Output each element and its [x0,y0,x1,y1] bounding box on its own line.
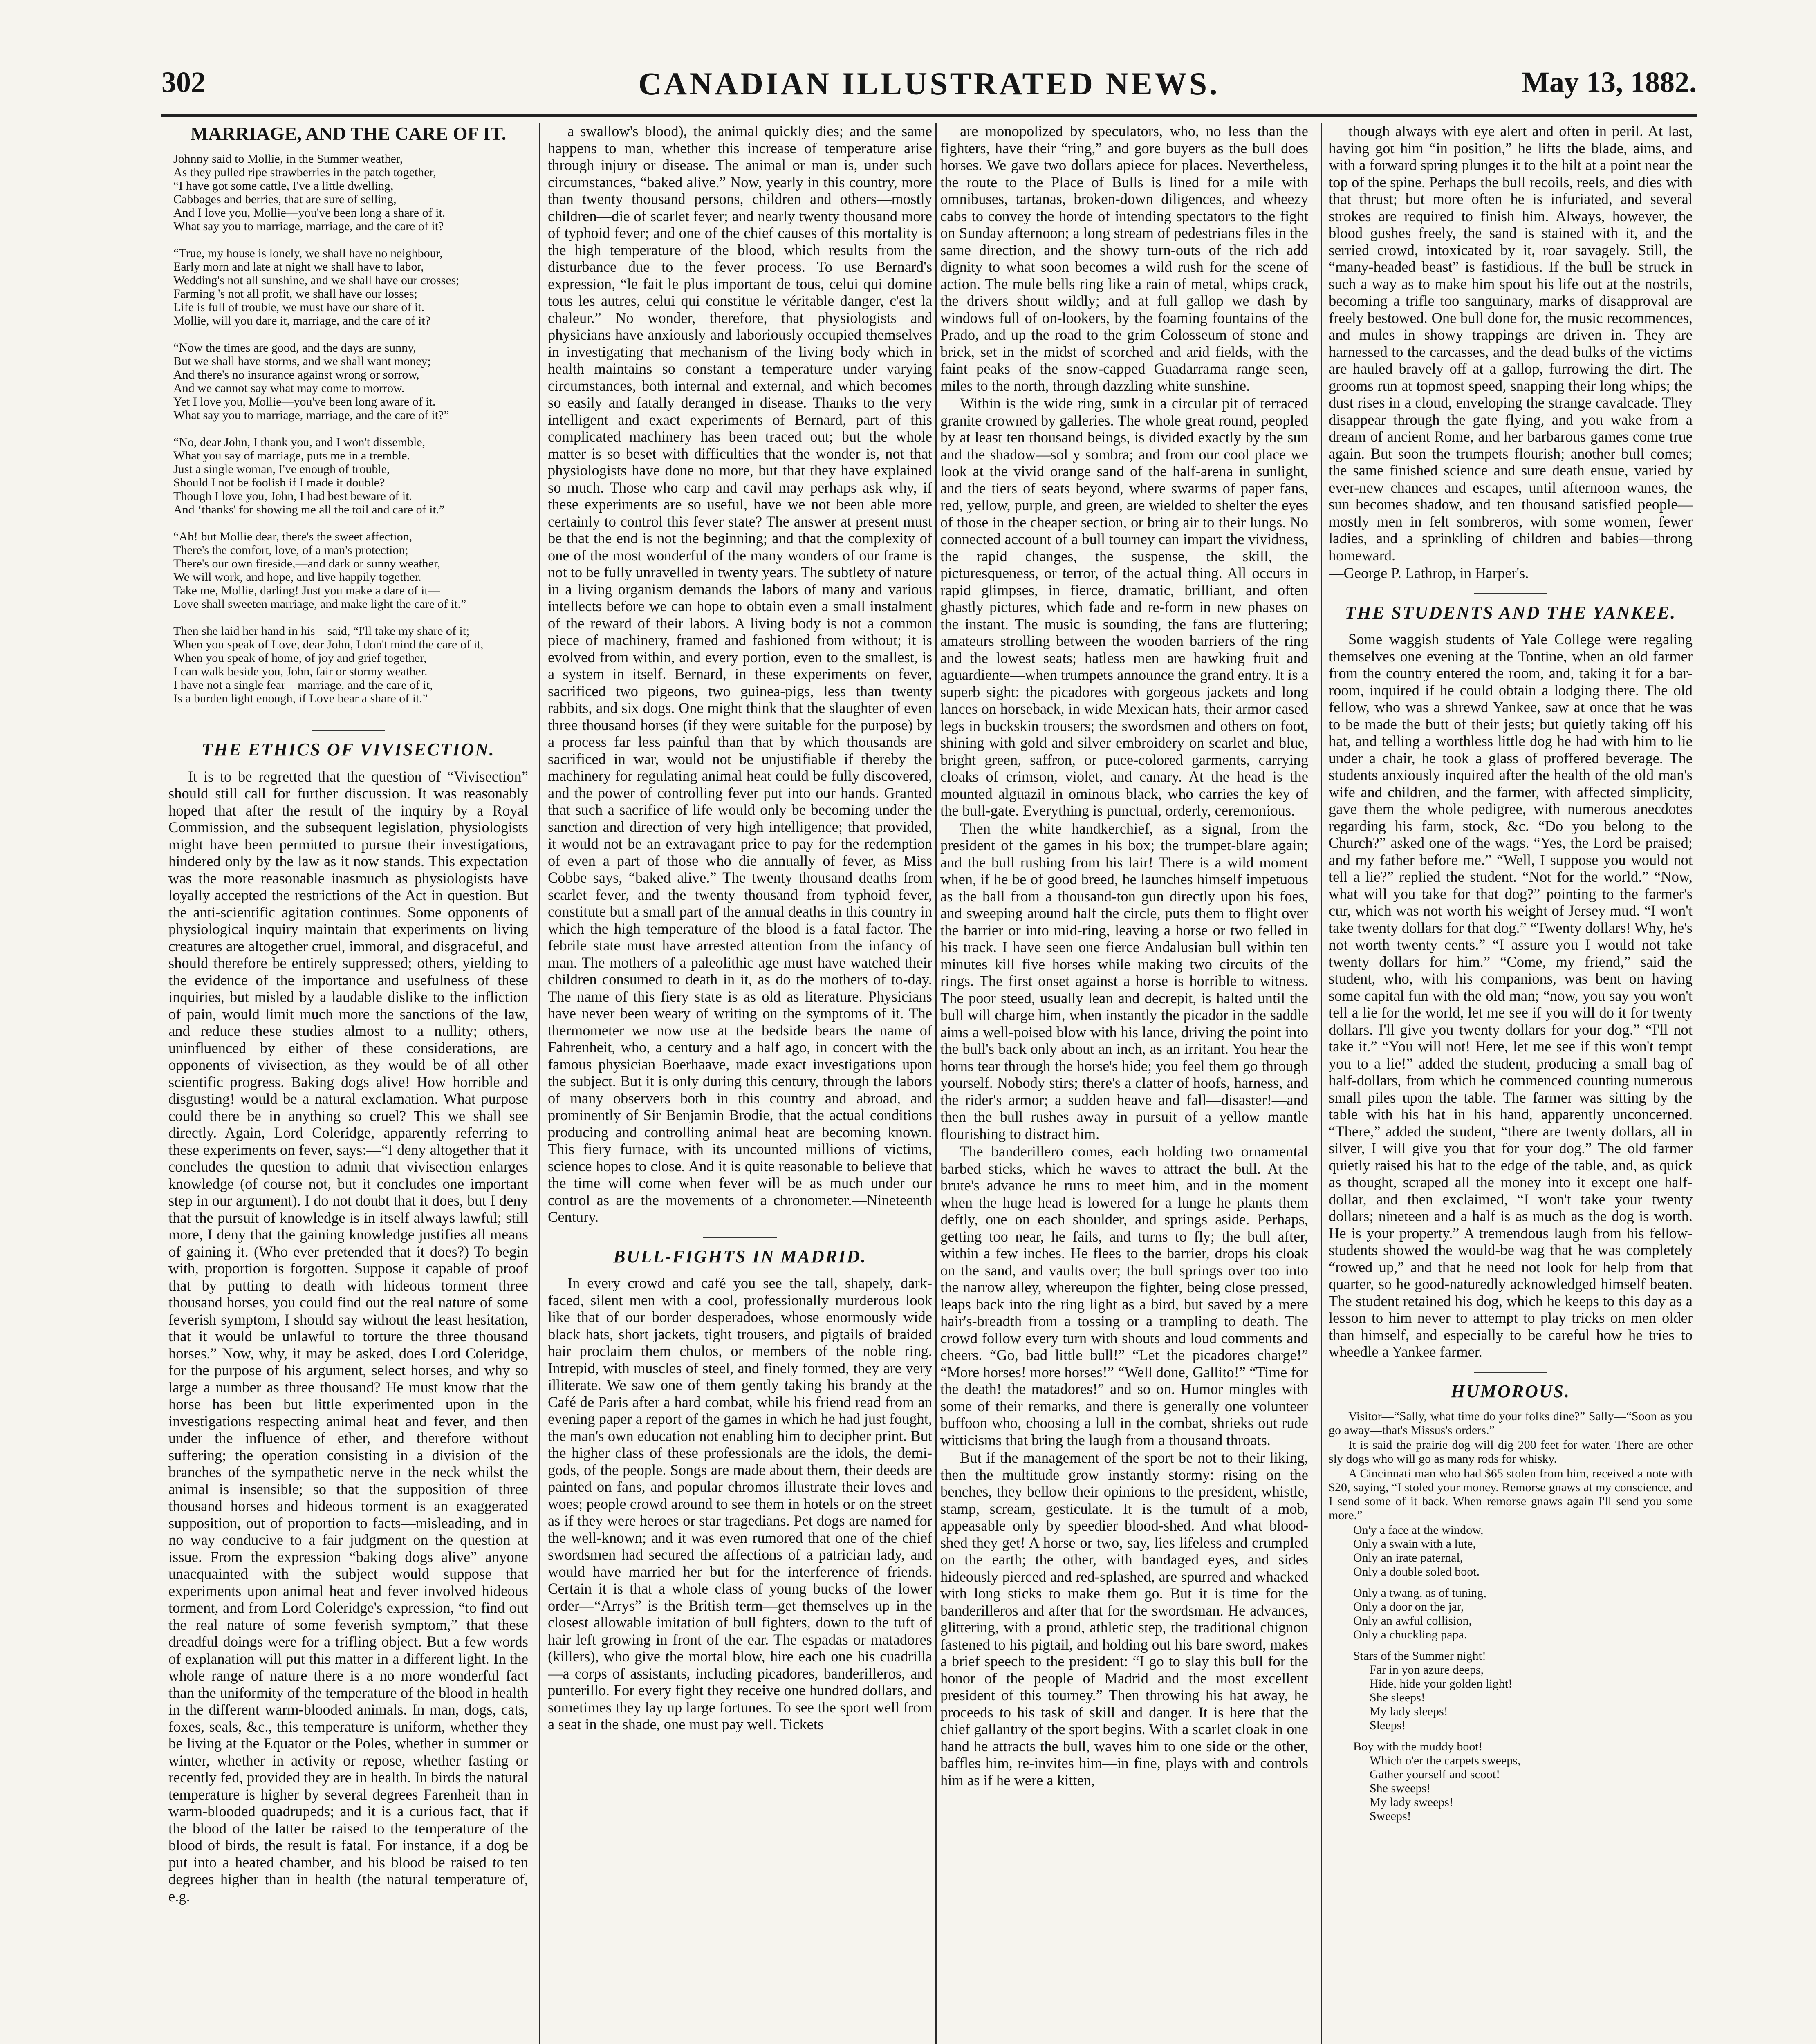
section-divider [1474,1372,1547,1373]
article-body-bullfights [548,1275,932,1733]
verse-stanza [1353,1586,1693,1642]
poem-line: Cabbages and berries, that are sure of selling, [173,193,397,206]
article-title-students: THE STUDENTS AND THE YANKEE. [1345,602,1677,623]
column-4 [1329,123,1693,2044]
humorous-verse [1329,1523,1693,1823]
issue-date: May 13, 1882. [1522,66,1697,99]
verse-stanza [1353,1649,1693,1732]
paragraph: The banderillero comes, each holding two ornamental barbed sticks, which he waves to attract the bull. At the brute's advance he runs to meet him, and in the moment when the huge head is lowered for a lunge he plants them deftly, one on each shoulder, and springs aside. Perhaps, getting too near, he fails, and turns to fly; the bull after, within a few inches. He flees to the barrier, drops his cloak on the sand, and vaults over; the bull springs over too into the narrow alley, whereupon the fighter, being close pressed, leaps back into the ring light as a bird, but saved by a mere hair's-breadth from a tossing or a trampling to death. The crowd follow every turn with shouts and loud comments and cheers. “Go, bad little bull!” “Let the picadores charge!” “More horses! more horses!” “Well done, Gallito!” “Time for the death! the matadores!” and so on. Humor mingles with some of their remarks, and there is generally one volunteer buffoon who, choosing a lull in the combat, shrieks out rude witticisms that bring the laugh from a thousand throats. [940,1143,1308,1448]
paragraph: But if the management of the sport be not to their liking, then the multitude grow instantly stormy: rising on the benches, they bellow their opinions to the president, whistle, stamp, scream, gesticulate. It is the tumult of a mob, appeasable only by speedier blood-shed. And what blood-shed they get! A horse or two, say, lies lifeless and crumpled on the earth; the other, with bandaged eyes, and sides hideously pierced and red-splashed, are spurred and whacked with long sticks to make them go. But it is time for the banderilleros and after that for the swordsman. He advances, glittering, with a proud, athletic step, the traditional chignon fastened to his pigtail, and holding out his bare sword, makes a brief speech to the president: “I go to slay this bull for the honor of the people of Madrid and the most excellent president of this tourney.” Then throwing his hat away, he proceeds to his task of skill and danger. It is here that the chief gallantry of the sport begins. With a scarlet cloak in one hand he attracts the bull, waves him to one side or the other, baffles him, re-invites him—in fine, plays with and controls him as if he were a kitten, [940,1449,1308,1788]
poem-line: Is a burden light enough, if Love bear a share of it.” [173,692,428,705]
paragraph: Then the white handkerchief, as a signal, from the president of the games in his box; the trumpet-blare again; and the bull rushing from his lair! There is a wild moment when, if he be of good breed, he launches himself impetuous as the ball from a thousand-ton gun directly upon his foes, and sweeping around half the circle, puts them to flight over the barrier or into mid-ring, leaving a horse or two felled in his track. I have seen one fierce Andalusian bull within ten minutes kill five horses while making two circuits of the rings. The first onset against a horse is horrible to witness. The poor steed, usually lean and decrepit, is halted until the bull will charge him, when instantly the picador in the saddle aims a well-poised blow with his lance, driving the point into the bull's back only about an inch, as an irritant. You hear the horns tear through the horse's hide; you feel them go through yourself. Nobody stirs; there's a clatter of hoofs, harness, and the rider's armor; a sudden heave and fall—disaster!—and then the bull rushes away in pursuit of a yellow mantle flourishing to distract him. [940,820,1308,1142]
verse-line: Only an awful collision, [1353,1614,1472,1627]
article-body-bullfights-end [1329,123,1693,564]
stanza-break [168,233,528,247]
verse-line: Far in yon azure deeps, [1370,1663,1484,1676]
verse-line: She sweeps! [1370,1782,1431,1795]
verse-line: Which o'er the carpets sweeps, [1370,1754,1521,1767]
verse-line: My lady sweeps! [1370,1795,1453,1809]
article-body-students [1329,631,1693,1360]
poem-line: Johnny said to Mollie, in the Summer weather, [173,152,403,166]
poem-line: I have not a single fear—marriage, and the care of it, [173,678,433,692]
poem-line: Wedding's not all sunshine, and we shall have our crosses; [173,273,460,287]
paragraph: though always with eye alert and often in peril. At last, having got him “in position,” he lifts the blade, aims, and with a forward spring plunges it to the hilt at a point near the top of the spine. Perhaps the bull recoils, reels, and dies with that thrust; but more often he is infuriated, and several strokes are required to finish him. Always, however, the blood gushes freely, the sand is stained with it, and the serried crowd, intoxicated by it, roar savagely. Still, the “many-headed beast” is fastidious. If the bull be struck in such a way as to make him spout his life out at the nostrils, becoming a trifle too sanguinary, marks of disapproval are freely bestowed. One bull done for, the music recommences, and mules in showy trappings are driven in. They are harnessed to the carcasses, and the dead bulks of the victims are hauled bravely off at a gallop, furrowing the dirt. The grooms run at topmost speed, snapping their long whips; the dust rises in a cloud, enveloping the strange cavalcade. They disappear through the gate flying, and you wake from a dream of ancient Rome, and her barbarous games come true again. But soon the trumpets flourish; another bull comes; the same finished science and sure death ensue, varied by ever-new chances and escapes, until afternoon wanes, the sun becomes shadow, and ten thousand satisfied people—mostly men in felt sombreros, with some women, fewer ladies, and a sprinkling of children and babies—throng homeward. [1329,123,1693,564]
stanza-break [168,611,528,624]
column-3 [940,123,1308,2044]
column-1 [168,123,528,2044]
poem-line: And we cannot say what may come to morrow. [173,381,405,395]
poem-line: Love shall sweeten marriage, and make light the care of it.” [173,597,466,611]
poem-line: There's our own fireside,—and dark or sunny weather, [173,557,441,570]
verse-line: Only a twang, as of tuning, [1353,1586,1486,1600]
poem-line: What you say of marriage, puts me in a tremble. [173,449,410,462]
poem-line: Though I love you, John, I had best beware of it. [173,489,413,503]
poem-line: What say you to marriage, marriage, and the care of it? [173,220,444,233]
poem-line: Should I not be foolish if I made it double? [173,476,385,489]
paragraph: a swallow's blood), the animal quickly dies; and the same happens to man, whether this increase of temperature arise through injury or disease. The animal or man is, under such circumstances, “baked alive.” Now, yearly in this country, more than twenty thousand persons, children and others—mostly children—die of scarlet fever; and nearly twenty thousand more of typhoid fever; and one of the chief causes of this mortality is the high temperature of the blood, which results from the disturbance due to the fever process. To use Bernard's expression, “le fait le plus important de tous, celui qui domine tous les autres, celui qui constitue le véritable danger, c'est la chaleur.” No wonder, therefore, that physiologists and physicians have anxiously and laboriously occupied themselves in investigating that mechanism of the living body which in health maintains so constant a temperature under varying circumstances, both internal and external, and which becomes so easily and fatally deranged in disease. Thanks to the very intelligent and exact experiments of Bernard, part of this complicated machinery has been traced out; but the whole matter is so beset with difficulties that the wonder is, not that physiologists have done no more, but that they have explained so much. Those who carp and cavil may perhaps ask why, if these experiments are so useful, have we not been able more certainly to control this fever state? The answer at present must be that the end is not the beginning; and that the complexity of one of the most wonderful of the many wonders of our frame is not to be fully unravelled in twenty years. The subtlety of nature in a living organism demands the labors of many and various intellects before we can hope to obtain even a small instalment of the reward of their labors. A living body is not a common piece of machinery, framed and fashioned from without; it is evolved from within, and every portion, even to the smallest, is a system in itself. Bernard, in these experiments on fever, sacrificed two pigeons, two guinea-pigs, less than twenty rabbits, and six dogs. One might think that the slaughter of even three thousand horses (if they were suitable for the purpose) by a process far less painful than that by which thousands are sacrificed in war, would not be unjustifiable if thereby the machinery for regulating animal heat could be fully discovered, and the power of controlling fever put into our hands. Granted that such a sacrifice of life would only be becoming under the sanction and direction of very high intelligence; that provided, it would not be an extravagant price to pay for the redemption of even a part of those who die annually of fever, as Miss Cobbe says, “baked alive.” The twenty thousand deaths from scarlet fever, and the twenty thousand from typhoid fever, constitute but a small part of the annual deaths in this country in which the high temperature of the blood is a fatal factor. The febrile state must have arrested attention from the infancy of man. The mothers of a paleolithic age must have watched their children consumed to death in it, as do the mothers of to-day. The name of this fiery state is as old as literature. Physicians have never been weary of writing on the symptoms of it. The thermometer we now use at the bedside bears the name of Fahrenheit, who, a century and a half ago, in concert with the famous physician Boerhaave, made exact investigations upon the subject. But it is only during this century, through the labors of many observers both in this country and abroad, and prominently of Sir Benjamin Brodie, that the actual conditions producing and controlling animal heat are becoming known. This fiery furnace, with its uncounted millions of victims, science hopes to close. And it is quite reasonable to believe that the time will come when fever will be as much under our control as are the movements of a chronometer.—Nineteenth Century. [548,123,932,1225]
poem-line: Farming 's not all profit, we shall have our losses; [173,287,417,300]
verse-line: Only a chuckling papa. [1353,1628,1467,1641]
paragraph: Some waggish students of Yale College were regaling themselves one evening at the Tontine, when an old farmer from the country entered the room, and, taking it for a bar-room, inquired if he could obtain a lodging there. The old fellow, who was a shrewd Yankee, saw at once that he was to be made the butt of their jests; but quietly taking off his hat, and telling a worthless little dog he had with him to lie under a chair, he took a glass of proffered beverage. The students anxiously inquired after the health of the old man's wife and children, and the farmer, with affected simplicity, gave them the whole pedigree, with numerous anecdotes regarding his farm, stock, &c. “Do you belong to the Church?” asked one of the wags. “Yes, the Lord be praised; and my father before me.” “Well, I suppose you would not tell a lie?” replied the student. “Not for the world.” “Now, what will you take for that dog?” pointing to the farmer's cur, which was not worth his weight of Jersey mud. “I won't take twenty dollars for that dog.” “Twenty dollars! Why, he's not worth twenty cents.” “I assure you I would not take twenty dollars for him.” “Come, my friend,” said the student, who, with his companions, was bent on having some capital fun with the old man; “now, you say you won't tell a lie for the world, let me see if you will do it for twenty dollars. I'll give you twenty dollars for your dog.” “I'll not take it.” “You will not! Here, let me see if this won't tempt you to a lie!” added the student, producing a small bag of half-dollars, from which he commenced counting numerous small piles upon the table. The farmer was sitting by the table with his hat in his hand, apparently unconcerned. “There,” added the student, “there are twenty dollars, all in silver, I will give you that for your dog.” The old farmer quietly raised his hat to the edge of the table, and, as quick as thought, scraped all the money into it except one half-dollar, and then exclaimed, “I won't take your twenty dollars; nineteen and a half is as much as the dog is worth. He is your property.” A tremendous laugh from his fellow-students showed the would-be wag that he was completely “rowed up,” and that he need not look for help from that quarter, so he good-naturedly acknowledged himself beaten. The student retained his dog, which he keeps to this day as a lesson to him never to attempt to play tricks on men older than himself, and especially to be careful how he tries to wheedle a Yankee farmer. [1329,631,1693,1360]
verse-line: Only an irate paternal, [1353,1551,1463,1564]
humorous-items [1329,1410,1693,1522]
verse-line: Gather yourself and scoot! [1370,1768,1500,1781]
verse-line: Only a door on the jar, [1353,1600,1464,1614]
verse-line: Only a double soled boot. [1353,1565,1480,1578]
poem-title: MARRIAGE, AND THE CARE OF IT. [190,123,507,144]
article-title-vivisection: THE ETHICS OF VIVISECTION. [202,740,495,760]
stanza-break [168,327,528,341]
poem-line: “I have got some cattle, I've a little dwelling, [173,179,394,193]
poem-line: As they pulled ripe strawberries in the patch together, [173,166,436,179]
page-number: 302 [161,66,206,99]
poem-line: What say you to marriage, marriage, and the care of it?” [173,408,449,422]
article-body-vivisection-continued [548,123,932,1226]
stanza-break [168,422,528,435]
poem-line: “True, my house is lonely, we shall have no neighbour, [173,247,443,260]
poem-line: And ‘thanks' for showing me all the toil and care of it.” [173,503,445,516]
poem-line: I can walk beside you, John, fair or stormy weather. [173,665,428,678]
verse-line: My lady sleeps! [1370,1705,1448,1718]
section-title-humorous: HUMOROUS. [1451,1381,1571,1401]
paragraph: In every crowd and café you see the tall, shapely, dark-faced, silent men with a cool, professionally murderous look like that of our border desperadoes, whose enormously wide black hats, short jackets, tight trousers, and pigtails of braided hair proclaim them chulos, or members of the noble ring. Intrepid, with muscles of steel, and finely formed, they are very illiterate. We saw one of them gently taking his brandy at the Café de Paris after a hard combat, while his friend read from an evening paper a report of the games in which he had just fought, the man's own education not enabling him to decipher print. But the higher class of these professionals are the idols, the demi-gods, of the people. Songs are made about them, their deeds are painted on fans, and popular chromos illustrate their loves and woes; people crowd around to see them in hotels or on the street as if they were heroes or star tragedians. Pet dogs are named for the well-known; and it was even rumored that one of the chief swordsmen had secured the affections of a patrician lady, and would have married her but for the interference of friends. Certain it is that a whole class of young bucks of the lower order—“Arrys” is the British term—get themselves up in the closest allowable imitation of bull fighters, down to the tuft of hair left growing in front of the ear. The espadas or matadores (killers), who give the mortal blow, hire each one his cuadrilla—a corps of assistants, including picadores, banderilleros, and punterillo. For every fight they receive one hundred dollars, and sometimes they lay up large fortunes. To see the sport well from a seat in the shade, one must pay well. Tickets [548,1275,932,1732]
poem-line: When you speak of Love, dear John, I don't mind the care of it, [173,638,484,651]
article-body-bullfights-continued [940,123,1308,1788]
poem-line: And there's no insurance against wrong or sorrow, [173,368,419,381]
verse-stanza [1353,1740,1693,1823]
paragraph: It is to be regretted that the question of “Vivisection” should still call for further discussion. It was reasonably hoped that after the result of the inquiry by a Royal Commission, and the subsequent legislation, physiologists might have been permitted to pursue their investigations, hindered only by the law as it now stands. This expectation was the more reasonable inasmuch as physiologists have loyally accepted the restrictions of the Act in question. But the anti-scientific agitation continues. Some opponents of physiological inquiry maintain that experiments on living creatures are altogether cruel, immoral, and disgraceful, and should therefore be entirely suppressed; others, yielding to the evidence of the importance and usefulness of these inquiries, but misled by a laudable dislike to the infliction of pain, would limit much more the sanctions of the law, and reduce these studies almost to a nullity; others, uninfluenced by either of these considerations, are opponents of vivisection, as they would be of all other scientific progress. Baking dogs alive! How horrible and disgusting! would be a natural exclamation. What purpose could there be in anything so cruel? This we shall see directly. Again, Lord Coleridge, apparently referring to these experiments on fever, says:—“I deny altogether that it concludes the question to admit that vivisection enlarges knowledge (of course not, but it concludes one important step in our argument). I do not doubt that it does, but I deny that the pursuit of knowledge is in itself always lawful; still more, I deny that the gaining knowledge justifies all means of gaining it. (Who ever pretended that it does?) To begin with, proportion is forgotten. Suppose it capable of proof that by putting to death with hideous torment three thousand horses, you could find out the real nature of some feverish symptom, I should say without the least hesitation, that it would be unlawful to torture the three thousand horses.” Now, why, it may be asked, does Lord Coleridge, for the purpose of his argument, select horses, and why so large a number as three thousand? He must know that the horse has been but little experimented upon in the investigations respecting animal heat and fever, and then under the influence of ether, and therefore without suffering; the operation consisting in a division of the branches of the sympathetic nerve in the neck whilst the animal is insensible; so that the supposition of three thousand horses and hideous torment is an exaggerated supposition, out of proportion to facts—misleading, and in no way conducive to a fair judgment on the question at issue. From the expression “baking dogs alive” anyone unacquainted with the subject would suppose that experiments upon animal heat and fever involved hideous torment, and from Lord Coleridge's expression, “to find out the real nature of some feverish symptom,” that these dreadful doings were for a trifling object. But a few words of explanation will put this matter in a different light. In the whole range of nature there is a no more wonderful fact than the uniformity of the temperature of the blood in health in the different warm-blooded animals. In man, dogs, cats, foxes, seals, &c., this temperature is uniform, whether they be living at the Equator or the Poles, whether in summer or winter, whether in activity or repose, whether fasting or recently fed, provided they are in health. In birds the natural temperature is higher by several degrees Farenheit than in warm-blooded quadrupeds; and it is a curious fact, that if the blood of the latter be raised to the temperature of the blood of birds, the result is fatal. For instance, if a dog be put into a heated chamber, and his blood be raised to ten degrees higher than in health (the natural temperature of, e.g. [168,768,528,1905]
poem-line: Take me, Mollie, darling! Just you make a dare of it— [173,584,440,597]
poem-line: “Now the times are good, and the days are sunny, [173,341,416,354]
poem-line: When you speak of home, of joy and grief together, [173,651,427,665]
poem-line: Life is full of trouble, we must have our share of it. [173,300,425,314]
poem-line: Just a single woman, I've enough of trouble, [173,462,390,476]
poem-marriage [168,152,528,719]
verse-line: Stars of the Summer night! [1353,1649,1486,1663]
poem-line: Then she laid her hand in his—said, “I'll take my share of it; [173,624,470,638]
humorous-item: A Cincinnati man who had $65 stolen from him, received a note with $20, saying, “I stoled your money. Remorse gnaws at my conscience, and I send some of it back. When remorse gnaws again I'll send you some more.” [1329,1467,1693,1522]
poem-line: We will work, and hope, and live happily together. [173,570,421,584]
column-divider [935,123,937,2044]
verse-stanza [1353,1523,1693,1579]
section-divider [312,730,385,731]
paragraph: are monopolized by speculators, who, no less than the fighters, have their “ring,” and gore buyers as the bull does horses. We gave two dollars apiece for places. Nevertheless, the route to the Place of Bulls is lined for a mile with omnibuses, tartanas, broken-down diligences, and wheezy cabs to convey the horde of intending spectators to the fight on Sunday afternoon; a long stream of pedestrians files in the same direction, and the showy turn-outs of the rich add dignity to what soon becomes a wild rush for the scene of action. The mule bells ring like a rain of metal, whips crack, the drivers shout wildly; and at full gallop we dash by windows full of on-lookers, by the foaming fountains of the Prado, and up the road to the grim Colosseum of stone and brick, set in the midst of scorched and arid fields, with the faint peaks of the snow-capped Guadarrama range seen, miles to the north, through dazzling white sunshine. [940,123,1308,394]
section-divider [703,1237,777,1238]
poem-line: There's the comfort, love, of a man's protection; [173,543,408,557]
verse-line: On'y a face at the window, [1353,1523,1484,1537]
poem-line: Yet I love you, Mollie—you've been long aware of it. [173,395,436,408]
section-divider [1474,593,1547,594]
article-body-vivisection [168,768,528,1905]
masthead [161,61,1697,117]
poem-line: But we shall have storms, and we shall want money; [173,354,431,368]
humorous-item: Visitor—“Sally, what time do your folks dine?” Sally—“Soon as you go away—that's Missus's orders.” [1329,1410,1693,1437]
verse-line: She sleeps! [1370,1691,1425,1704]
poem-line: Early morn and late at night we shall have to labor, [173,260,424,273]
column-divider [539,123,540,2044]
article-byline: —George P. Lathrop, in Harper's. [1329,565,1529,581]
stanza-break [168,705,528,719]
verse-line: Sleeps! [1370,1719,1406,1732]
poem-line: And I love you, Mollie—you've been long a share of it. [173,206,446,220]
verse-line: Sweeps! [1370,1809,1411,1823]
humorous-item: It is said the prairie dog will dig 200 feet for water. There are other sly dogs who will go as many rods for whisky. [1329,1438,1693,1466]
poem-line: “Ah! but Mollie dear, there's the sweet affection, [173,530,413,543]
poem-line: Mollie, will you dare it, marriage, and the care of it? [173,314,430,327]
stanza-break [168,516,528,530]
verse-line: Boy with the muddy boot! [1353,1740,1483,1753]
verse-line: Hide, hide your golden light! [1370,1677,1513,1690]
column-2 [548,123,932,2044]
newspaper-title: CANADIAN ILLUSTRATED NEWS. [638,66,1220,101]
verse-line: Only a swain with a lute, [1353,1537,1476,1551]
poem-line: “No, dear John, I thank you, and I won't dissemble, [173,435,426,449]
column-divider [1321,123,1322,2044]
paragraph: Within is the wide ring, sunk in a circular pit of terraced granite crowned by galleries. The whole great round, peopled by at least ten thousand beings, is divided exactly by the sun and the shadow—sol y sombra; and from our cool place we look at the vivid orange sand of the half-arena in sunlight, and the tiers of seats beyond, where swarms of paper fans, red, yellow, purple, and green, are wielded to shelter the eyes of those in the cheaper section, or bring air to their lungs. No connected account of a bull tourney can impart the vividness, the rapid changes, the suspense, the skill, the picturesqueness, or terror, of the actual thing. All occurs in rapid glimpses, in fierce, dramatic, brilliant, and often ghastly pictures, which fade and re-form in new phases on the instant. The music is sounding, the fans are fluttering; amateurs strolling between the wooden barriers of the ring and the lowest seats; hatless men are hawking fruit and aguardiente—when trumpets announce the grand entry. It is a superb sight: the picadores with gorgeous jackets and long lances on horseback, in wide Mexican hats, their armor cased legs in buckskin trousers; the swordsmen and others on foot, shining with gold and silver embroidery on scarlet and blue, bright green, saffron, or puce-colored garments, carrying cloaks of crimson, violet, and canary. At the head is the mounted alguazil in ominous black, who carries the key of the bull-gate. Everything is punctual, orderly, ceremonious. [940,395,1308,819]
article-title-bullfights: BULL-FIGHTS IN MADRID. [613,1246,867,1266]
